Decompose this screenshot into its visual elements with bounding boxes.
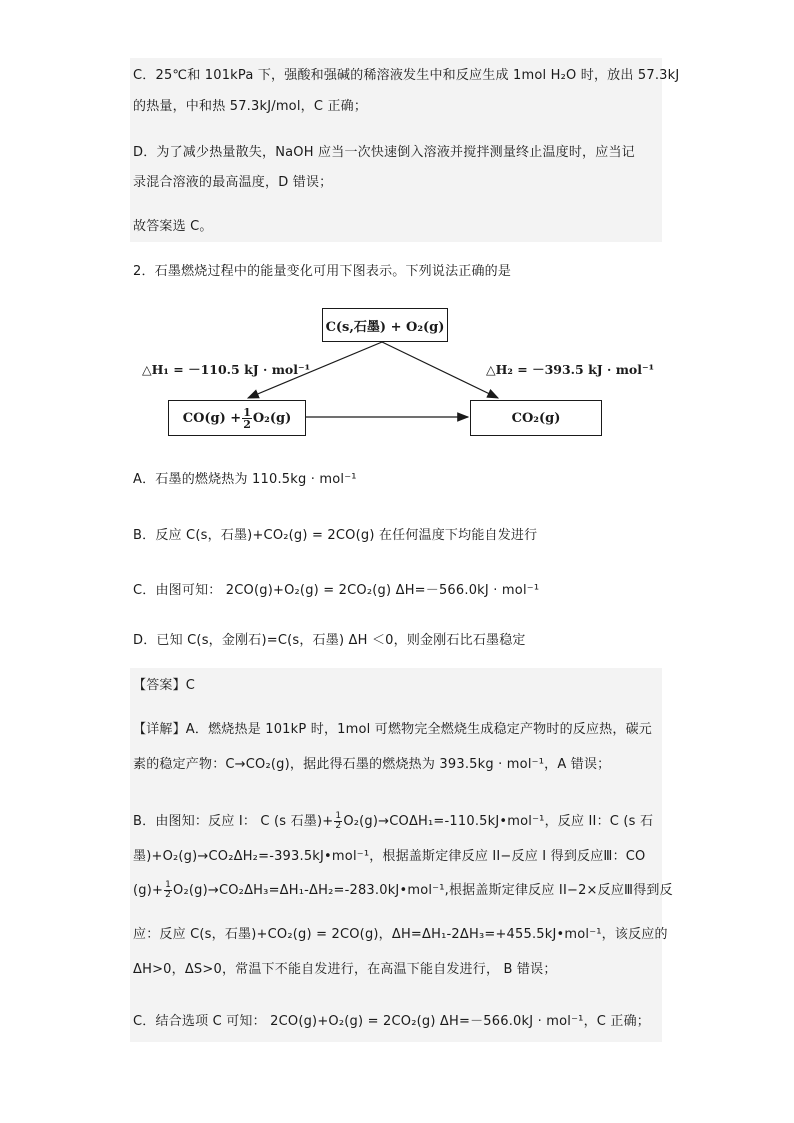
solution-line-3 bbox=[133, 812, 653, 832]
solution-line-1: 【详解】A．燃烧热是 101kP 时，1mol 可燃物完全燃烧生成稳定产物时的反应热，碳元 bbox=[133, 722, 652, 737]
option-c: C．由图可知： 2CO(g)+O₂(g) = 2CO₂(g) ΔH=－566.0kJ · mol⁻¹ bbox=[133, 583, 540, 598]
solution-line-5-pre: (g)+ bbox=[133, 883, 164, 898]
question-stem: 2．石墨燃烧过程中的能量变化可用下图表示。下列说法正确的是 bbox=[133, 264, 512, 279]
solution-line-8: C．结合选项 C 可知： 2CO(g)+O₂(g) = 2CO₂(g) ΔH=－566.0kJ · mol⁻¹，C 正确； bbox=[133, 1014, 650, 1029]
frac-num: 1 bbox=[335, 811, 342, 821]
energy-diagram bbox=[130, 300, 662, 445]
option-c-line-2: 的热量，中和热 57.3kJ/mol，C 正确； bbox=[133, 99, 368, 114]
solution-line-7: ΔH>0，ΔS>0，常温下不能自发进行，在高温下能自发进行， B 错误； bbox=[133, 962, 557, 977]
option-d-line-1: D．为了减少热量散失，NaOH 应当一次快速倒入溶液并搅拌测量终止温度时，应当记 bbox=[133, 145, 635, 160]
solution-line-5 bbox=[133, 881, 673, 901]
right-box: CO₂(g) bbox=[470, 400, 602, 436]
top-box: C(s,石墨) + O₂(g) bbox=[322, 308, 448, 342]
frac-den: 2 bbox=[165, 890, 172, 900]
option-d-line-2: 录混合溶液的最高温度，D 错误； bbox=[133, 175, 333, 190]
solution-fraction-1 bbox=[334, 812, 342, 831]
solution-line-5-post: O₂(g)→CO₂ΔH₃=ΔH₁-ΔH₂=-283.0kJ•mol⁻¹,根据盖斯定律反应 II−2×反应Ⅲ得到反 bbox=[173, 883, 673, 898]
left-box-pre: CO(g) + bbox=[182, 410, 242, 426]
frac-num: 1 bbox=[165, 880, 172, 890]
delta-h2-label: △H₂ = －393.5 kJ · mol⁻¹ bbox=[486, 362, 655, 377]
solution-line-4: 墨)+O₂(g)→CO₂ΔH₂=-393.5kJ•mol⁻¹，根据盖斯定律反应 II−反应 I 得到反应Ⅲ：CO bbox=[133, 849, 646, 864]
solution-line-3-pre: B．由图知：反应 I： C (s 石墨)+ bbox=[133, 814, 334, 829]
solution-fraction-2 bbox=[164, 881, 172, 900]
left-box bbox=[168, 400, 306, 436]
solution-line-3-post: O₂(g)→COΔH₁=-110.5kJ•mol⁻¹，反应 II：C (s 石 bbox=[343, 814, 654, 829]
option-b: B．反应 C(s，石墨)+CO₂(g) = 2CO(g) 在任何温度下均能自发进行 bbox=[133, 528, 538, 543]
answer-label: 【答案】C bbox=[133, 678, 196, 693]
option-c-line-1: C．25℃和 101kPa 下，强酸和强碱的稀溶液发生中和反应生成 1mol H₂O 时，放出 57.3kJ bbox=[133, 68, 680, 83]
answer-conclusion: 故答案选 C。 bbox=[133, 219, 213, 234]
frac-den: 2 bbox=[243, 417, 251, 431]
frac-den: 2 bbox=[335, 821, 342, 831]
delta-h1-label: △H₁ = －110.5 kJ · mol⁻¹ bbox=[142, 362, 311, 377]
option-d: D．已知 C(s，金刚石)=C(s，石墨) ΔH ＜0，则金刚石比石墨稳定 bbox=[133, 633, 526, 648]
option-a: A．石墨的燃烧热为 110.5kg · mol⁻¹ bbox=[133, 472, 357, 487]
solution-line-6: 应：反应 C(s，石墨)+CO₂(g) = 2CO(g)，ΔH=ΔH₁-2ΔH₃=+455.5kJ•mol⁻¹，该反应的 bbox=[133, 927, 668, 942]
left-box-fraction bbox=[242, 407, 252, 430]
frac-num: 1 bbox=[243, 405, 251, 419]
left-box-post: O₂(g) bbox=[252, 410, 292, 426]
solution-line-2: 素的稳定产物：C→CO₂(g)，据此得石墨的燃烧热为 393.5kg · mol⁻¹，A 错误； bbox=[133, 757, 611, 772]
